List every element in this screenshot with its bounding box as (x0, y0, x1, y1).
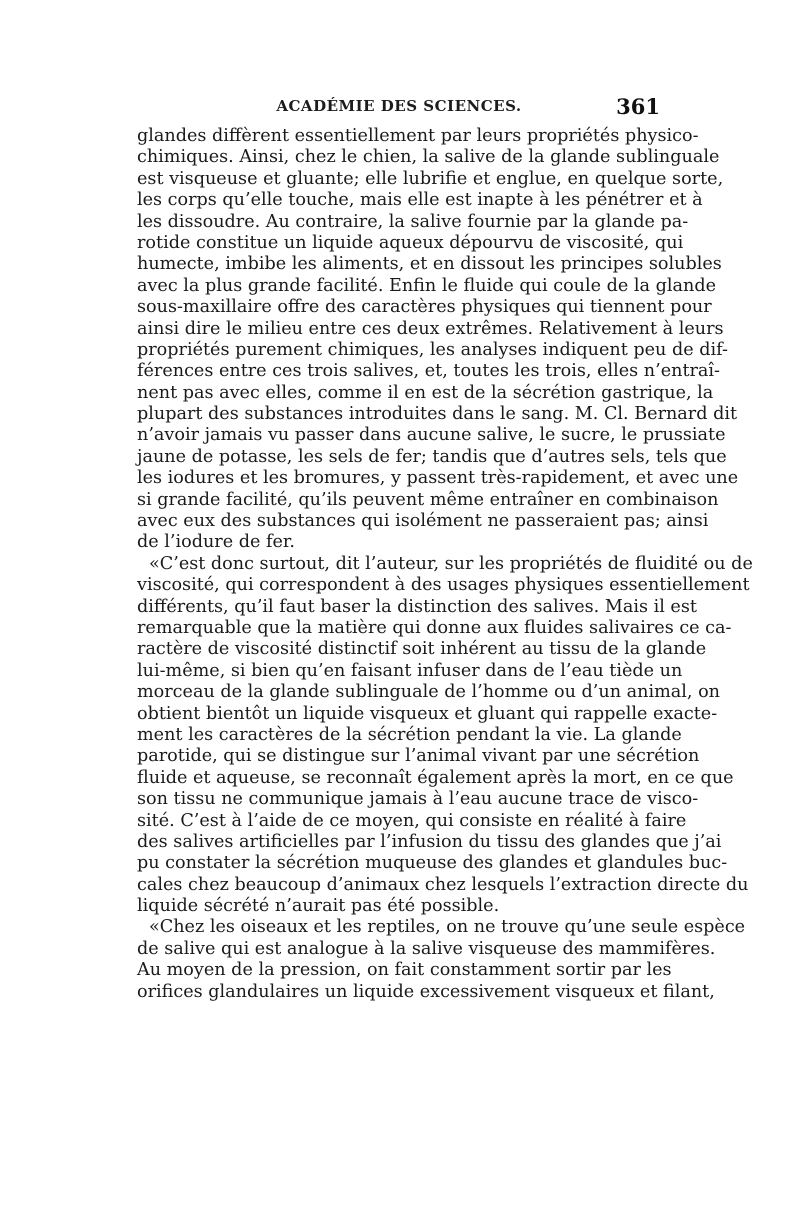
text-line: différents, qu’il faut baser la distinction des salives. Mais il est (137, 596, 697, 617)
text-line: est visqueuse et gluante; elle lubrifie et englue, en quelque sorte, (137, 168, 724, 189)
text-line: les corps qu’elle touche, mais elle est inapte à les pénétrer et à (137, 190, 703, 211)
text-line: viscosité, qui correspondent à des usages physiques essentiellement (137, 575, 750, 596)
text-line: sité. C’est à l’aide de ce moyen, qui consiste en réalité à faire (137, 810, 687, 831)
quote-paragraph-start: «C’est donc surtout, dit l’auteur, sur les propriétés de fluidité ou de (149, 553, 753, 574)
text-line: humecte, imbibe les aliments, et en dissout les principes solubles (137, 254, 722, 275)
text-line: glandes diffèrent essentiellement par leurs propriétés physico- (137, 126, 699, 146)
text-line: les iodures et les bromures, y passent très-rapidement, et avec une (137, 468, 739, 489)
text-line: cales chez beaucoup d’animaux chez lesquels l’extraction directe du (137, 874, 749, 895)
text-line: des salives artificielles par l’infusion du tissu des glandes que j’ai (137, 831, 722, 852)
quote-paragraph-start: «Chez les oiseaux et les reptiles, on ne trouve qu’une seule espèce (149, 917, 746, 938)
text-line: les dissoudre. Au contraire, la salive fournie par la glande pa- (137, 211, 689, 232)
text-line: plupart des substances introduites dans le sang. M. Cl. Bernard dit (137, 404, 738, 425)
text-line: ainsi dire le milieu entre ces deux extrêmes. Relativement à leurs (137, 318, 724, 339)
paragraph-end-line: liquide sécrété n’aurait pas été possible. (137, 896, 500, 917)
text-line: si grande facilité, qu’ils peuvent même entraîner en combinaison (137, 489, 719, 510)
text-line: propriétés purement chimiques, les analyses indiquent peu de dif- (137, 339, 728, 360)
body-text (137, 126, 753, 1003)
text-line: obtient bientôt un liquide visqueux et gluant qui rappelle exacte- (137, 703, 718, 724)
text-line: orifices glandulaires un liquide excessivement visqueux et filant, (137, 981, 715, 1002)
running-header (138, 94, 660, 123)
text-line: rotide constitue un liquide aqueux dépourvu de viscosité, qui (137, 232, 684, 253)
text-line: avec eux des substances qui isolément ne passeraient pas; ainsi (137, 511, 709, 532)
text-line: chimiques. Ainsi, chez le chien, la salive de la glande sublinguale (137, 147, 720, 168)
running-title: ACADÉMIE DES SCIENCES. (276, 97, 522, 115)
text-line: avec la plus grande facilité. Enfin le fluide qui coule de la glande (137, 275, 717, 296)
text-line: sous-maxillaire offre des caractères physiques qui tiennent pour (137, 297, 712, 318)
text-line: ractère de viscosité distinctif soit inhérent au tissu de la glande (137, 639, 707, 660)
text-line: n’avoir jamais vu passer dans aucune salive, le sucre, le prussiate (137, 425, 726, 446)
text-line: férences entre ces trois salives, et, toutes les trois, elles n’entraî- (137, 361, 720, 382)
text-line: Au moyen de la pression, on fait constamment sortir par les (137, 960, 672, 981)
text-line: nent pas avec elles, comme il en est de la sécrétion gastrique, la (137, 382, 714, 403)
text-line: son tissu ne communique jamais à l’eau aucune trace de visco- (137, 789, 699, 810)
text-line: morceau de la glande sublinguale de l’homme ou d’un animal, on (137, 682, 720, 703)
text-line: fluide et aqueuse, se reconnaît également après la mort, en ce que (137, 767, 734, 788)
text-line: ment les caractères de la sécrétion pendant la vie. La glande (137, 724, 682, 745)
text-line: de salive qui est analogue à la salive visqueuse des mammifères. (137, 938, 716, 959)
text-line: lui-même, si bien qu’en faisant infuser dans de l’eau tiède un (137, 660, 683, 681)
text-line: remarquable que la matière qui donne aux fluides salivaires ce ca- (137, 617, 732, 638)
page-number: 361 (616, 94, 660, 119)
text-line: jaune de potasse, les sels de fer; tandis que d’autres sels, tels que (137, 446, 727, 467)
text-line: parotide, qui se distingue sur l’animal vivant par une sécrétion (137, 746, 700, 767)
text-line: pu constater la sécrétion muqueuse des glandes et glandules buc- (137, 853, 728, 874)
paragraph-end-line: de l’iodure de fer. (137, 532, 295, 553)
